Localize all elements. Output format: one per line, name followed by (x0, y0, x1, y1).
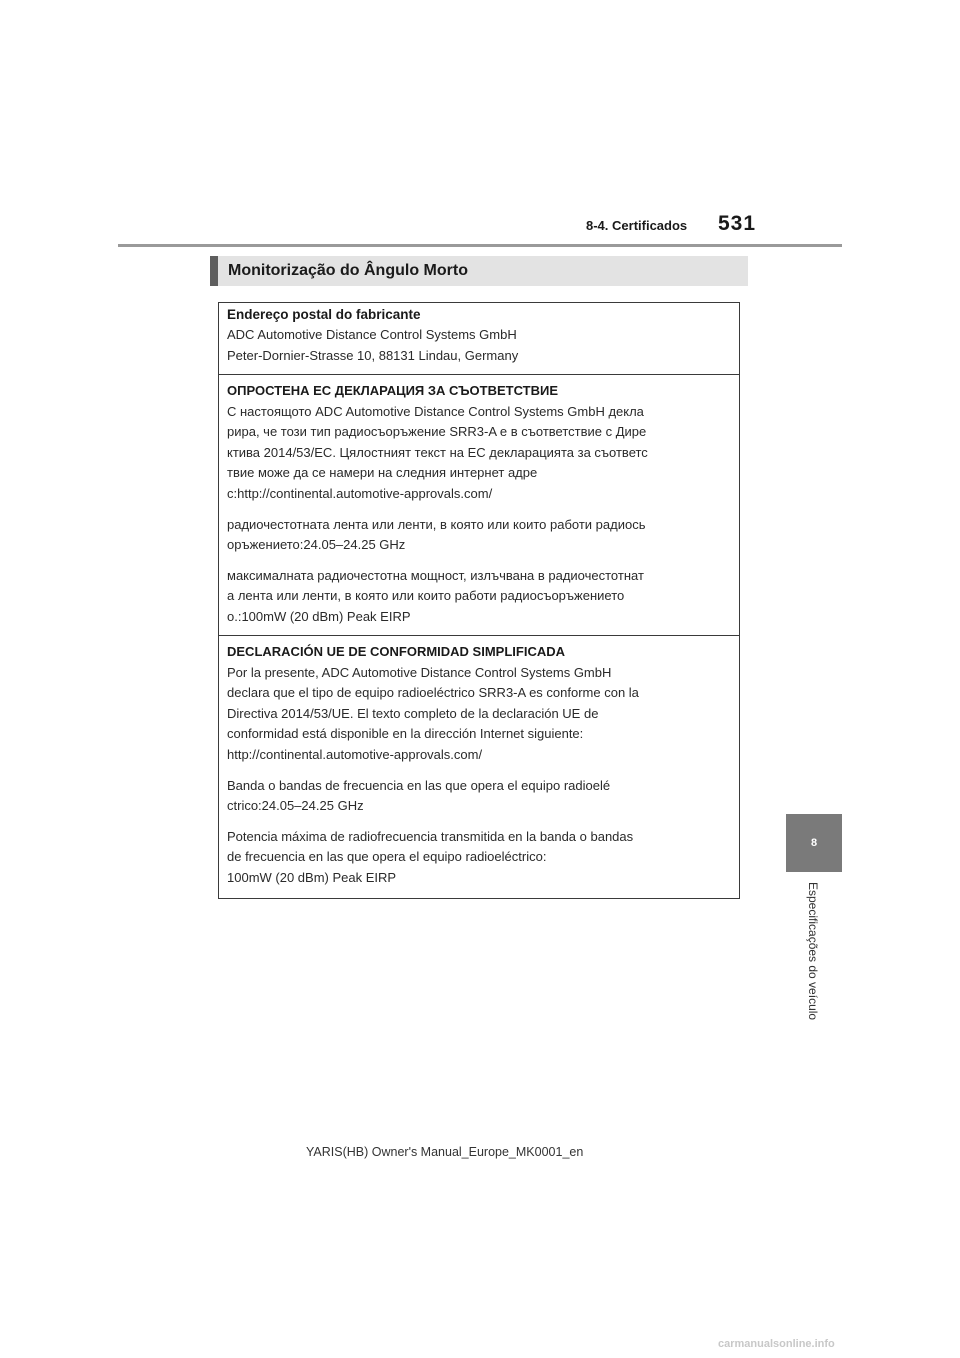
bulgarian-declaration-block (219, 375, 739, 636)
spanish-text-line: de frecuencia en las que opera el equipo radioeléctrico: (227, 849, 547, 865)
bulgarian-text-line: оръжението:24.05–24.25 GHz (227, 537, 406, 553)
bulgarian-text-line: о.:100mW (20 dBm) Peak EIRP (227, 608, 411, 624)
bulgarian-text-line: рира, че този тип радиосъоръжение SRR3-A е в съответствие с Дире (227, 424, 647, 440)
bulgarian-text-line: С настоящото ADC Automotive Distance Control Systems GmbH декла (227, 403, 644, 419)
spanish-text-line: Banda o bandas de frecuencia en las que opera el equipo radioelé (227, 777, 611, 793)
certificate-table (218, 302, 740, 899)
bulgarian-text-line: радиочестотната лента или ленти, в която или които работи радиось (227, 516, 646, 532)
manufacturer-line: ADC Automotive Distance Control Systems GmbH (227, 327, 517, 342)
bulgarian-text-line: максималната радиочестотна мощност, излъчвана в радиочестотнат (227, 567, 644, 583)
spanish-declaration-block (219, 636, 739, 898)
spanish-text-line: Por la presente, ADC Automotive Distance Control Systems GmbH (227, 664, 612, 680)
bulgarian-heading: ОПРОСТЕНА ЕС ДЕКЛАРАЦИЯ ЗА СЪОТВЕТСТВИЕ (227, 383, 559, 398)
spanish-text-line: ctrico:24.05–24.25 GHz (227, 798, 364, 814)
chapter-tab (786, 814, 842, 872)
spanish-text-line: Potencia máxima de radiofrecuencia transmitida en la banda o bandas (227, 828, 634, 844)
spanish-text-line: conformidad está disponible en la dirección Internet siguiente: (227, 726, 584, 742)
spanish-text-line: declara que el tipo de equipo radioeléctrico SRR3-A es conforme con la (227, 685, 639, 701)
section-title: Monitorização do Ângulo Morto (228, 262, 468, 279)
manufacturer-label: Endereço postal do fabricante (227, 307, 421, 322)
manufacturer-block (219, 303, 739, 375)
watermark: carmanualsonline.info (718, 1338, 835, 1350)
manufacturer-line: Peter-Dornier-Strasse 10, 88131 Lindau, Germany (227, 347, 519, 363)
bulgarian-text-line: твие може да се намери на следния интернет адре (227, 465, 538, 481)
spanish-text-line: 100mW (20 dBm) Peak EIRP (227, 869, 397, 885)
chapter-number: 8 (810, 837, 818, 849)
spanish-text-line: http://continental.automotive-approvals.com/ (227, 746, 483, 762)
section-heading: 8-4. Certificados (586, 218, 688, 233)
bulgarian-text-line: а лента или ленти, в която или които работи радиосъоръжението (227, 588, 625, 604)
spanish-heading: DECLARACIÓN UE DE CONFORMIDAD SIMPLIFICADA (227, 644, 565, 659)
bulgarian-text-line: ктива 2014/53/ЕС. Цялостният текст на ЕС декларацията за съответс (227, 444, 648, 460)
bulgarian-text-line: с:http://continental.automotive-approvals.com/ (227, 485, 493, 501)
header-divider (118, 244, 842, 247)
page-number: 531 (718, 212, 757, 235)
section-title-bar (210, 256, 748, 286)
footer-text: YARIS(HB) Owner's Manual_Europe_MK0001_en (306, 1145, 584, 1159)
chapter-label: Especificações do veículo (806, 882, 820, 1021)
spanish-text-line: Directiva 2014/53/UE. El texto completo de la declaración UE de (227, 705, 599, 721)
